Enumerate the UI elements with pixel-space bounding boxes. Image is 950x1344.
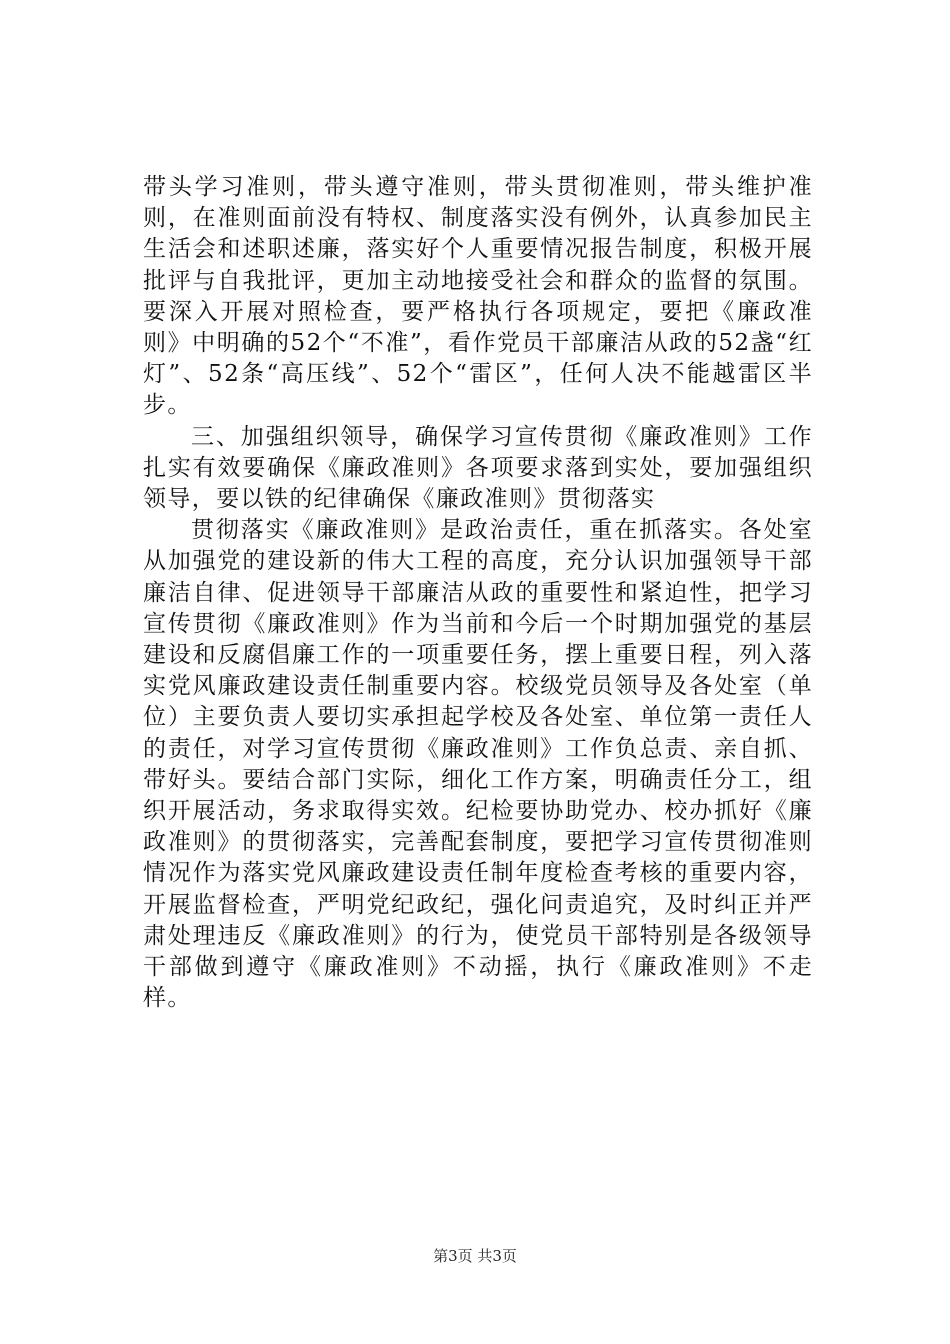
document-body bbox=[143, 172, 813, 1014]
paragraph-3: 贯彻落实《廉政准则》是政治责任，重在抓落实。各处室从加强党的建设新的伟大工程的高度，充分认识加强领导干部廉洁自律、促进领导干部廉洁从政的重要性和紧迫性，把学习宣传贯彻《廉政准则》作为当前和今后一个时期加强党的基层建设和反腐倡廉工作的一项重要任务，摆上重要日程，列入落实党风廉政建设责任制重要内容。校级党员领导及各处室（单位）主要负责人要切实承担起学校及各处室、单位第一责任人的责任，对学习宣传贯彻《廉政准则》工作负总责、亲自抓、带好头。要结合部门实际，细化工作方案，明确责任分工，组织开展活动，务求取得实效。纪检要协助党办、校办抓好《廉政准则》的贯彻落实，完善配套制度，要把学习宣传贯彻准则情况作为落实党风廉政建设责任制年度检查考核的重要内容，开展监督检查，严明党纪政纪，强化问责追究，及时纠正并严肃处理违反《廉政准则》的行为，使党员干部特别是各级领导干部做到遵守《廉政准则》不动摇，执行《廉政准则》不走样。 bbox=[143, 517, 813, 1012]
paragraph-1: 带头学习准则，带头遵守准则，带头贯彻准则，带头维护准则，在准则面前没有特权、制度落实没有例外，认真参加民主生活会和述职述廉，落实好个人重要情况报告制度，积极开展批评与自我批评，更加主动地接受社会和群众的监督的氛围。要深入开展对照检查，要严格执行各项规定，要把《廉政准则》中明确的52个“不准”，看作党员干部廉洁从政的52盏“红灯”、52条“高压线”、52个“雷区”，任何人决不能越雷区半步。 bbox=[143, 174, 813, 419]
paragraph-2-section-heading: 三、加强组织领导，确保学习宣传贯彻《廉政准则》工作扎实有效要确保《廉政准则》各项要求落到实处，要加强组织领导，要以铁的纪律确保《廉政准则》贯彻落实 bbox=[143, 423, 813, 513]
page-footer: 第3页 共3页 bbox=[433, 1247, 517, 1265]
